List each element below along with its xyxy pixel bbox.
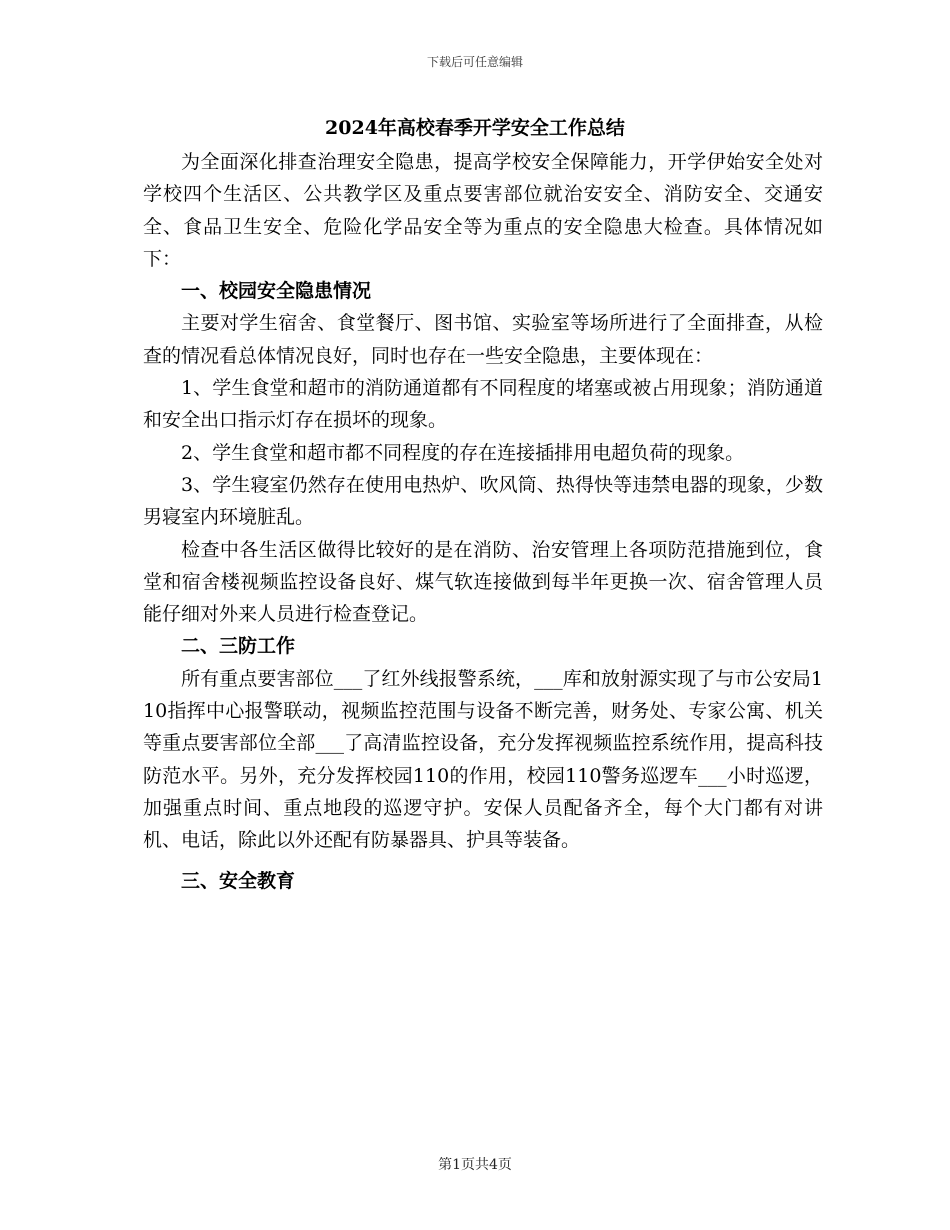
- three-defenses-paragraph: 所有重点要害部位___了红外线报警系统，___库和放射源实现了与市公安局110指挥中心报警联动，视频监控范围与设备不断完善，财务处、专家公寓、机关等重点要害部位全部___了高清监控设备，充分发挥视频监控系统作用，提高科技防范水平。另外，充分发挥校园110的作用，校园110警务巡逻车___小时巡逻，加强重点时间、重点地段的巡逻守护。安保人员配备齐全，每个大门都有对讲机、电话，除此以外还配有防暴器具、护具等装备。: [143, 667, 823, 852]
- section-heading-three-defenses: 二、三防工作: [181, 635, 296, 658]
- section-heading-hazards: 一、校园安全隐患情况: [181, 280, 372, 303]
- page-header-note: 下载后可任意编辑: [426, 55, 523, 69]
- hazards-item-3: 3、学生寝室仍然存在使用电热炉、吹风筒、热得快等违禁电器的现象，少数男寝室内环境脏乱。: [143, 473, 823, 529]
- page-number: 第1页共4页: [438, 1157, 512, 1173]
- intro-paragraph: 为全面深化排查治理安全隐患，提高学校安全保障能力，开学伊始安全处对学校四个生活区、公共教学区及重点要害部位就治安安全、消防安全、交通安全、食品卫生安全、危险化学品安全等为重点的安全隐患大检查。具体情况如下：: [143, 151, 823, 270]
- hazards-paragraph-overview: 主要对学生宿舍、食堂餐厅、图书馆、实验室等场所进行了全面排查，从检查的情况看总体情况良好，同时也存在一些安全隐患，主要体现在：: [143, 312, 823, 367]
- hazards-item-1: 1、学生食堂和超市的消防通道都有不同程度的堵塞或被占用现象；消防通道和安全出口指示灯存在损坏的现象。: [143, 377, 823, 432]
- hazards-item-2: 2、学生食堂和超市都不同程度的存在连接插排用电超负荷的现象。: [181, 441, 745, 464]
- hazards-paragraph-good-practice: 检查中各生活区做得比较好的是在消防、治安管理上各项防范措施到位，食堂和宿舍楼视频监控设备良好、煤气软连接做到每半年更换一次、宿舍管理人员能仔细对外来人员进行检查登记。: [143, 538, 823, 626]
- document-title: 2024年高校春季开学安全工作总结: [325, 117, 625, 139]
- section-heading-safety-education: 三、安全教育: [181, 869, 296, 892]
- document-body: [143, 146, 823, 897]
